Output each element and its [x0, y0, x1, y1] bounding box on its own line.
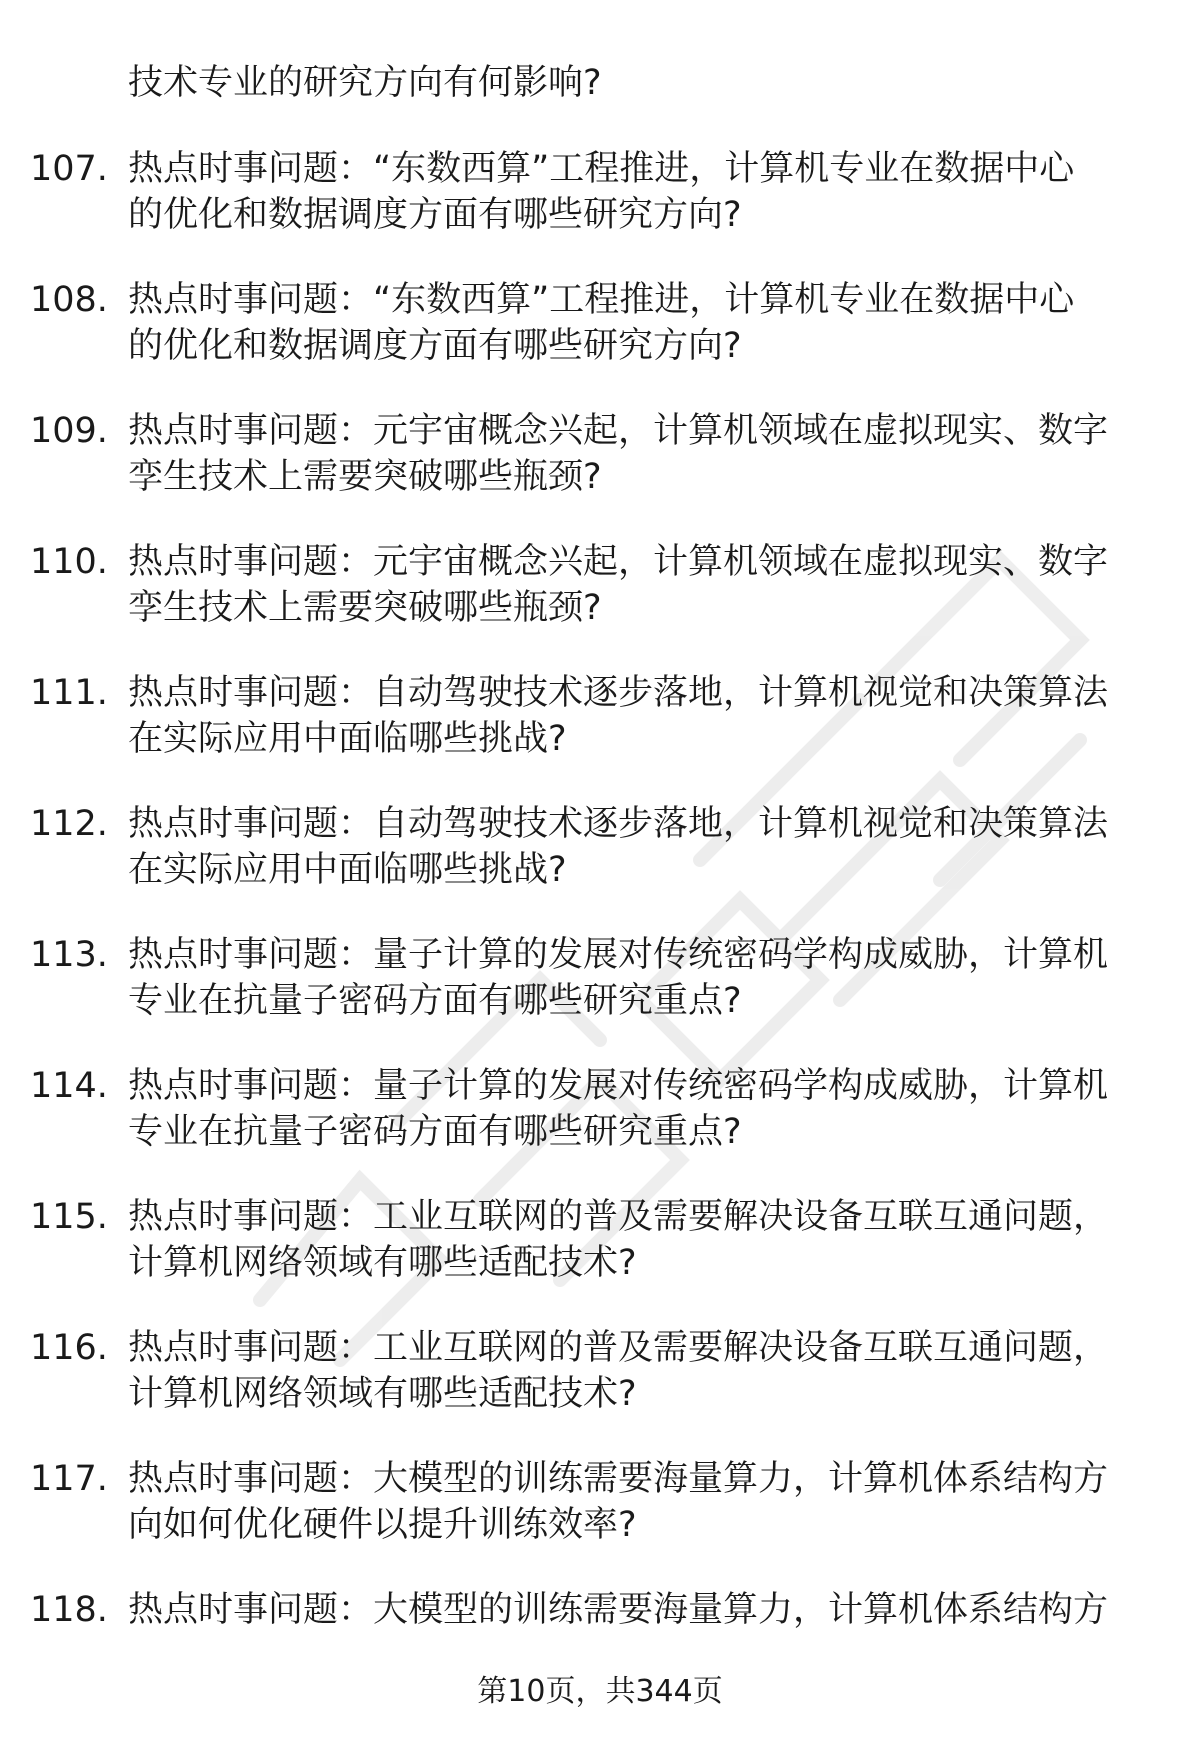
question-number: 115.	[30, 1197, 108, 1237]
question-number: 112.	[30, 804, 108, 844]
question-text-line: 热点时事问题：工业互联网的普及需要解决设备互联互通问题，	[128, 1197, 1109, 1237]
question-item	[30, 801, 1150, 932]
question-item	[30, 539, 1150, 670]
question-text-line: 的优化和数据调度方面有哪些研究方向?	[128, 326, 742, 366]
question-text-line: 专业在抗量子密码方面有哪些研究重点?	[128, 1112, 742, 1152]
question-text-line: 向如何优化硬件以提升训练效率?	[128, 1505, 637, 1545]
question-text-line: 在实际应用中面临哪些挑战?	[128, 850, 567, 890]
question-item	[30, 146, 1150, 277]
question-number: 116.	[30, 1328, 108, 1368]
question-text-line: 热点时事问题：工业互联网的普及需要解决设备互联互通问题，	[128, 1328, 1109, 1368]
question-text-line: 热点时事问题：元宇宙概念兴起，计算机领域在虚拟现实、数字	[128, 542, 1109, 582]
question-item	[30, 408, 1150, 539]
question-item	[30, 1456, 1150, 1587]
question-text-line: 热点时事问题：大模型的训练需要海量算力，计算机体系结构方	[128, 1590, 1109, 1630]
question-number: 107.	[30, 149, 108, 189]
question-item	[30, 1194, 1150, 1325]
question-item	[30, 1063, 1150, 1194]
question-number: 117.	[30, 1459, 108, 1499]
question-text-line: 热点时事问题：大模型的训练需要海量算力，计算机体系结构方	[128, 1459, 1109, 1499]
document-content	[30, 60, 1150, 1718]
question-text-line: 专业在抗量子密码方面有哪些研究重点?	[128, 981, 742, 1021]
question-text-line: 热点时事问题：量子计算的发展对传统密码学构成威胁，计算机	[128, 935, 1109, 975]
continuation-text: 技术专业的研究方向有何影响?	[128, 63, 602, 103]
question-text-line: 孪生技术上需要突破哪些瓶颈?	[128, 588, 602, 628]
question-number: 108.	[30, 280, 108, 320]
question-number: 109.	[30, 411, 108, 451]
question-text-line: 热点时事问题：“东数西算”工程推进，计算机专业在数据中心	[128, 149, 1075, 189]
question-text-line: 计算机网络领域有哪些适配技术?	[128, 1374, 637, 1414]
question-number: 111.	[30, 673, 108, 713]
question-list	[30, 146, 1150, 1718]
question-item	[30, 277, 1150, 408]
question-text-line: 热点时事问题：自动驾驶技术逐步落地，计算机视觉和决策算法	[128, 804, 1109, 844]
question-number: 110.	[30, 542, 108, 582]
question-text-line: 热点时事问题：自动驾驶技术逐步落地，计算机视觉和决策算法	[128, 673, 1109, 713]
question-number: 118.	[30, 1590, 108, 1630]
question-text-line: 计算机网络领域有哪些适配技术?	[128, 1243, 637, 1283]
question-text-line: 热点时事问题：元宇宙概念兴起，计算机领域在虚拟现实、数字	[128, 411, 1109, 451]
question-number: 113.	[30, 935, 108, 975]
question-item	[30, 932, 1150, 1063]
question-text-line: 热点时事问题：量子计算的发展对传统密码学构成威胁，计算机	[128, 1066, 1109, 1106]
question-item	[30, 670, 1150, 801]
question-text-line: 的优化和数据调度方面有哪些研究方向?	[128, 195, 742, 235]
question-item	[30, 1325, 1150, 1456]
question-text-line: 孪生技术上需要突破哪些瓶颈?	[128, 457, 602, 497]
page-footer: 第10页，共344页	[477, 1674, 723, 1709]
question-text-line: 在实际应用中面临哪些挑战?	[128, 719, 567, 759]
question-number: 114.	[30, 1066, 108, 1106]
question-text-line: 热点时事问题：“东数西算”工程推进，计算机专业在数据中心	[128, 280, 1075, 320]
